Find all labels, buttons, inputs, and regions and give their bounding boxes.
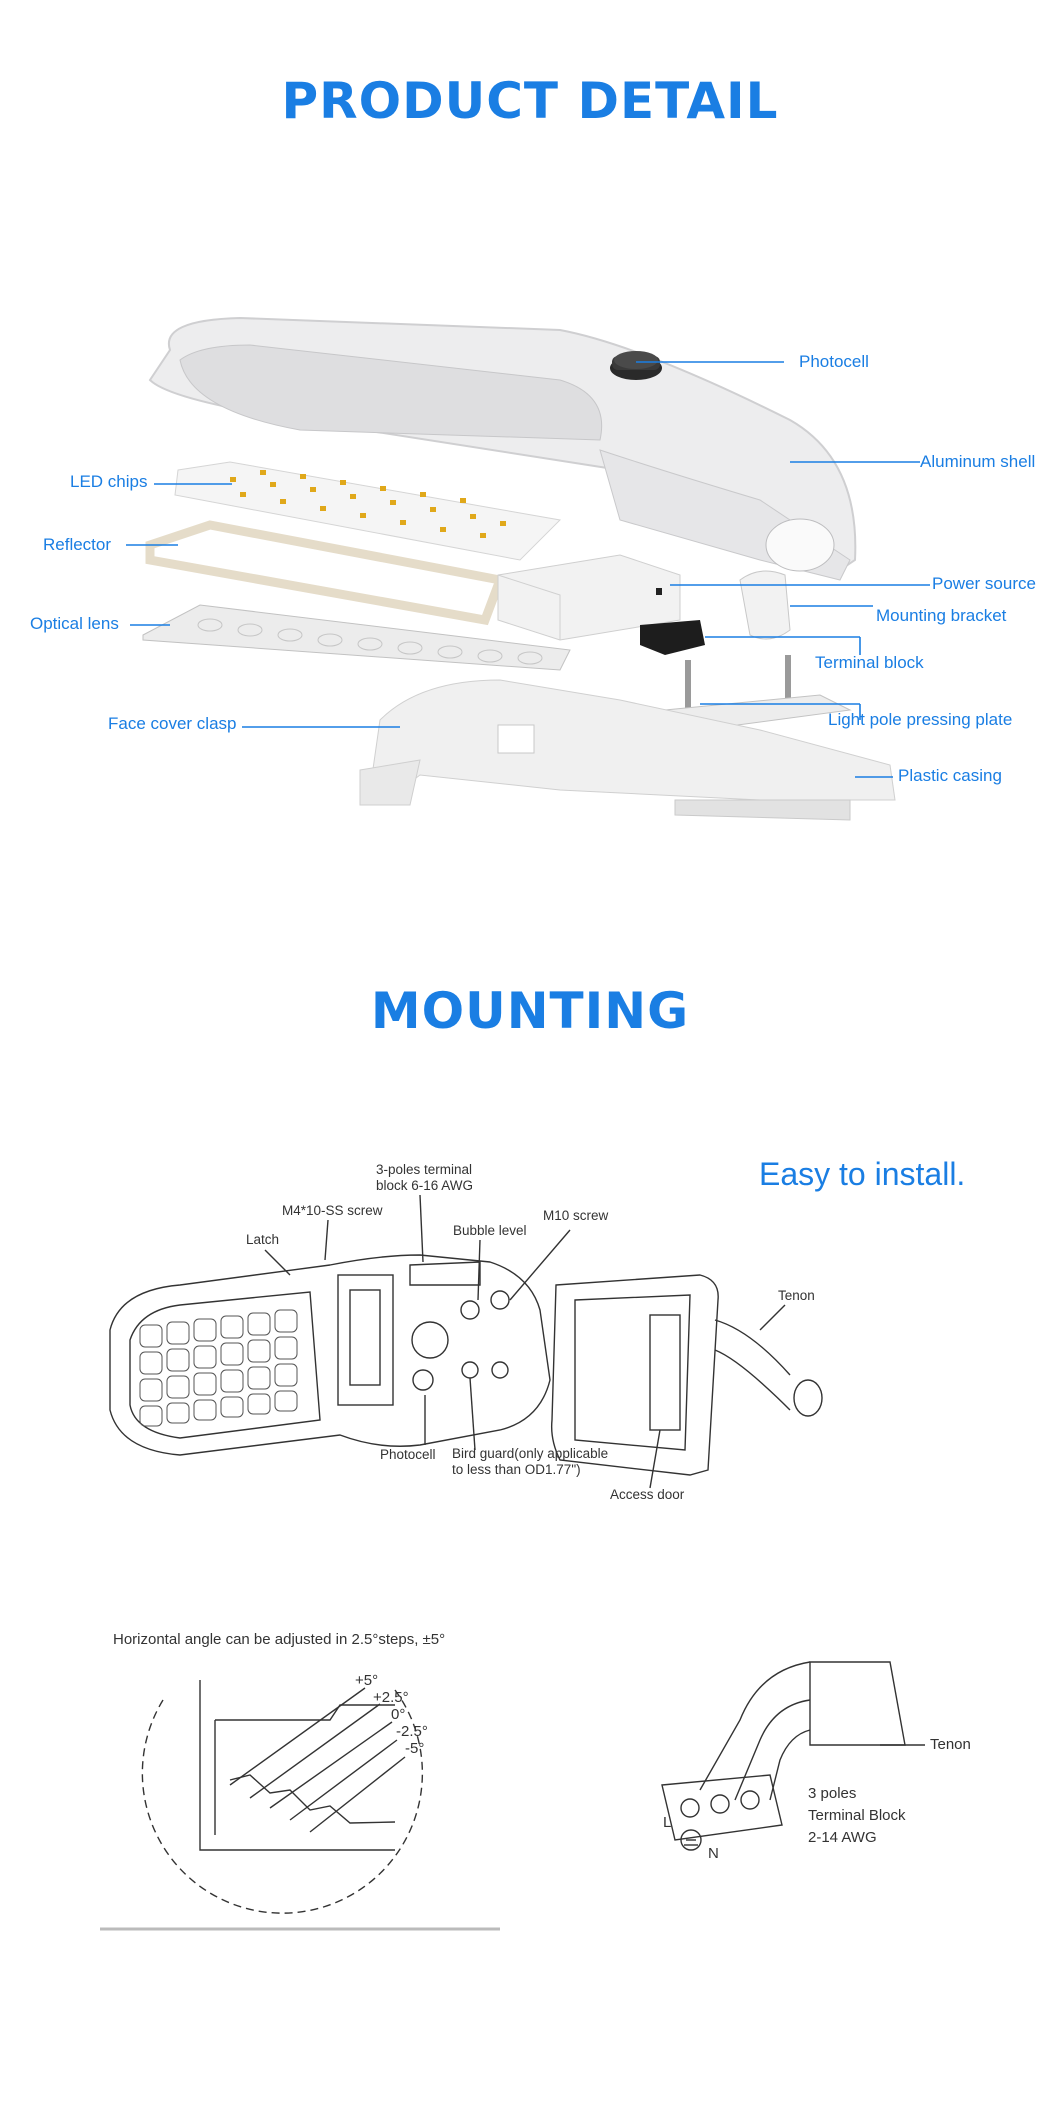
terminal-poles-line1: 3 poles [808, 1785, 857, 1802]
label-bird-guard-line1: Bird guard(only applicable [452, 1446, 609, 1461]
label-terminal-block: Terminal block [815, 653, 924, 672]
label-terminal-line1: 3-poles terminal [376, 1162, 473, 1177]
label-mounting-bracket: Mounting bracket [876, 606, 1007, 625]
label-access-door: Access door [610, 1487, 685, 1502]
label-led-chips: LED chips [70, 472, 148, 491]
label-light-pole-pressing-plate: Light pole pressing plate [828, 710, 1013, 729]
label-tenon-top: Tenon [778, 1288, 815, 1303]
label-terminal-line2: block 6-16 AWG [376, 1178, 474, 1193]
easy-to-install-tagline: Easy to install. [759, 1156, 966, 1192]
terminal-poles-line2: Terminal Block [808, 1807, 906, 1824]
label-m10-screw: M10 screw [543, 1208, 609, 1223]
angle-caption: Horizontal angle can be adjusted in 2.5°steps, ±5° [113, 1631, 446, 1648]
terminal-tenon-label: Tenon [930, 1736, 971, 1753]
label-bird-guard-line2: to less than OD1.77") [452, 1462, 581, 1477]
label-face-cover-clasp: Face cover clasp [108, 714, 237, 733]
label-reflector: Reflector [43, 535, 112, 554]
label-bubble-level: Bubble level [453, 1223, 527, 1238]
label-photocell: Photocell [799, 352, 869, 371]
mounting-title: MOUNTING [370, 982, 690, 1040]
label-aluminum-shell: Aluminum shell [920, 452, 1036, 471]
angle-step-minus5: -5° [405, 1740, 425, 1757]
label-optical-lens: Optical lens [30, 614, 119, 633]
terminal-l-label: L [663, 1814, 672, 1831]
label-power-source: Power source [932, 574, 1036, 593]
product-detail-title: PRODUCT DETAIL [281, 72, 779, 130]
terminal-poles-line3: 2-14 AWG [808, 1829, 877, 1846]
label-m4-screw: M4*10-SS screw [282, 1203, 383, 1218]
angle-step-minus2-5: -2.5° [396, 1723, 428, 1740]
angle-step-plus5: +5° [355, 1672, 379, 1689]
label-latch: Latch [246, 1232, 280, 1247]
angle-step-plus2-5: +2.5° [373, 1689, 409, 1706]
angle-step-0: 0° [391, 1706, 406, 1723]
label-plastic-casing: Plastic casing [898, 766, 1002, 785]
terminal-n-label: N [708, 1845, 719, 1862]
label-photocell-drawing: Photocell [380, 1447, 436, 1462]
